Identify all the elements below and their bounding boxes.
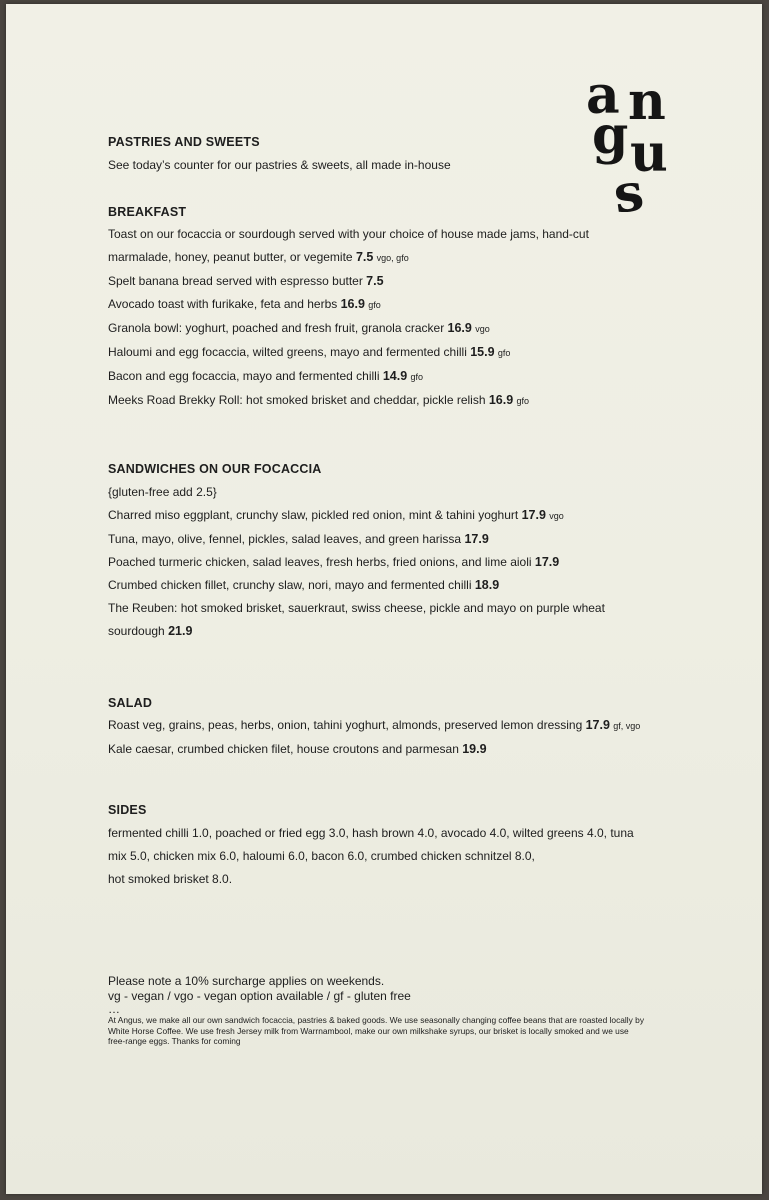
pastries-text: See today’s counter for our pastries & sweets, all made in-house	[108, 158, 451, 172]
menu-item-diet-tag: vgo, gfo	[376, 253, 409, 263]
menu-item	[108, 528, 605, 551]
menu-item-price: 19.9	[462, 742, 487, 756]
menu-item-text: marmalade, honey, peanut butter, or vegemite	[108, 250, 353, 264]
surcharge-note: Please note a 10% surcharge applies on weekends.	[108, 974, 385, 988]
menu-item	[108, 714, 640, 738]
menu-item-price: 16.9	[447, 321, 472, 335]
menu-item-diet-tag: gfo	[497, 348, 511, 358]
menu-item	[108, 481, 605, 504]
menu-item-text: Granola bowl: yoghurt, poached and fresh fruit, granola cracker	[108, 321, 445, 335]
menu-item	[108, 246, 589, 270]
menu-item-price: 16.9	[340, 297, 365, 311]
about-text: At Angus, we make all our own sandwich focaccia, pastries & baked goods. We use seasonally changing coffee beans that are roasted locally by White Horse Coffee. We use fresh Jersey milk from Warrnambool, make our own milkshake syrups, our brisket is locally smoked and we use free-range eggs. Thanks for coming	[108, 1015, 645, 1046]
menu-item-price: 17.9	[534, 555, 560, 569]
menu-item-diet-tag: vgo	[549, 511, 564, 521]
menu-item-text: Roast veg, grains, peas, herbs, onion, tahini yoghurt, almonds, preserved lemon dressing	[108, 718, 583, 732]
menu-item-diet-tag: gf, vgo	[613, 721, 641, 731]
angus-logo	[578, 65, 688, 226]
ellipsis: …	[108, 1002, 120, 1016]
sides-section	[108, 802, 634, 891]
logo-letter-g: g	[592, 105, 629, 166]
menu-item-price: 7.5	[355, 250, 374, 264]
sides-line: fermented chilli 1.0, poached or fried egg 3.0, hash brown 4.0, avocado 4.0, wilted greens 4.0, tuna	[108, 826, 634, 840]
menu-item	[108, 620, 605, 643]
menu-item-price: 17.9	[585, 718, 610, 732]
salad-title: SALAD	[108, 696, 153, 710]
menu-item-text: Bacon and egg focaccia, mayo and fermented chilli	[108, 369, 380, 383]
menu-item	[108, 389, 589, 413]
menu-item-text: Crumbed chicken fillet, crunchy slaw, nori, mayo and fermented chilli	[108, 578, 472, 592]
menu-item-price: 17.9	[464, 532, 489, 546]
menu-item	[108, 504, 605, 528]
menu-item-diet-tag: gfo	[516, 396, 530, 406]
menu-item	[108, 738, 640, 761]
menu-item-price: 16.9	[488, 393, 514, 407]
menu-item-text: Poached turmeric chicken, salad leaves, fresh herbs, fried onions, and lime aioli	[108, 555, 532, 569]
sides-line: hot smoked brisket 8.0.	[108, 872, 233, 886]
pastries-section	[108, 134, 451, 177]
breakfast-section	[108, 204, 589, 413]
menu-item	[108, 270, 589, 293]
menu-item	[108, 223, 589, 246]
menu-item	[108, 293, 589, 317]
sandwiches-title: SANDWICHES ON OUR FOCACCIA	[108, 462, 322, 476]
logo-letter-n: n	[628, 71, 666, 132]
menu-item-text: sourdough	[108, 624, 165, 638]
sides-line: mix 5.0, chicken mix 6.0, haloumi 6.0, bacon 6.0, crumbed chicken schnitzel 8.0,	[108, 849, 535, 863]
logo-letter-u: u	[630, 123, 668, 184]
breakfast-list	[108, 223, 589, 413]
menu-item-text: Charred miso eggplant, crunchy slaw, pickled red onion, mint & tahini yoghurt	[108, 508, 519, 522]
menu-item-diet-tag: gfo	[410, 372, 424, 382]
menu-item	[108, 365, 589, 389]
logo-letter-a: a	[586, 65, 620, 126]
menu-item-text: The Reuben: hot smoked brisket, sauerkraut, swiss cheese, pickle and mayo on purple wheat	[108, 601, 605, 615]
menu-item	[108, 341, 589, 365]
logo-letter-s: s	[609, 161, 648, 226]
sandwiches-section	[108, 461, 605, 643]
menu-item-diet-tag: vgo	[475, 324, 490, 334]
menu-item-text: Haloumi and egg focaccia, wilted greens, mayo and fermented chilli	[108, 345, 467, 359]
sides-title: SIDES	[108, 803, 147, 817]
notes-section	[108, 974, 648, 1047]
menu-item-price: 15.9	[470, 345, 495, 359]
salad-list	[108, 714, 640, 761]
menu-item	[108, 317, 589, 341]
menu-item-text: {gluten-free add 2.5}	[108, 485, 217, 499]
dietary-legend: vg - vegan / vgo - vegan option available / gf - gluten free	[108, 989, 411, 1003]
pastries-title: PASTRIES AND SWEETS	[108, 135, 260, 149]
menu-item-text: Avocado toast with furikake, feta and herbs	[108, 297, 338, 311]
menu-item	[108, 551, 605, 574]
menu-item-text: Kale caesar, crumbed chicken filet, house croutons and parmesan	[108, 742, 459, 756]
menu-item-price: 7.5	[366, 274, 384, 288]
menu-item-text: Tuna, mayo, olive, fennel, pickles, salad leaves, and green harissa	[108, 532, 462, 546]
breakfast-title: BREAKFAST	[108, 205, 187, 219]
menu-item-price: 18.9	[474, 578, 500, 592]
menu-item-text: Spelt banana bread served with espresso butter	[108, 274, 363, 288]
menu-item-price: 14.9	[382, 369, 408, 383]
menu-item-diet-tag: gfo	[368, 300, 381, 310]
menu-item-text: Meeks Road Brekky Roll: hot smoked brisket and cheddar, pickle relish	[108, 393, 486, 407]
sandwiches-list	[108, 481, 605, 643]
menu-item-price: 17.9	[521, 508, 546, 522]
salad-section	[108, 695, 640, 761]
menu-item-price: 21.9	[168, 624, 193, 638]
menu-item-text: Toast on our focaccia or sourdough served with your choice of house made jams, hand-cut	[108, 227, 589, 241]
menu-item	[108, 597, 605, 620]
menu-item	[108, 574, 605, 597]
